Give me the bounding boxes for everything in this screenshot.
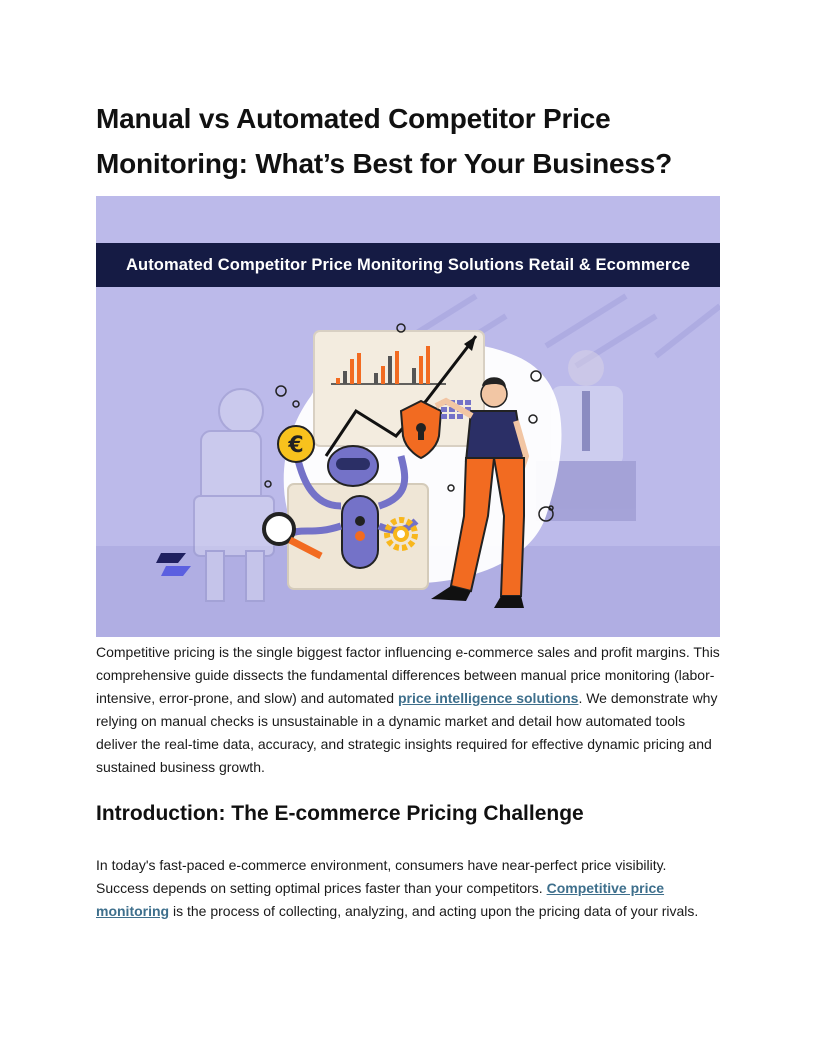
hero-image [96, 196, 720, 637]
summary-paragraph [96, 641, 720, 779]
article-title-line1: Manual vs Automated Competitor Price [96, 103, 611, 134]
article-title [96, 96, 720, 186]
introduction-paragraph [96, 854, 720, 923]
euro-symbol: € [288, 433, 304, 458]
article-title-line2: Monitoring: What’s Best for Your Business? [96, 148, 672, 179]
competitive-price-monitoring-link[interactable]: Competitive price monitoring [96, 880, 665, 919]
introduction-heading: Introduction: The E-commerce Pricing Challenge [96, 802, 584, 825]
introduction-text-2: is the process of collecting, analyzing, and acting upon the pricing data of your rivals. [169, 903, 699, 919]
price-intelligence-link[interactable]: price intelligence solutions [397, 690, 579, 706]
chart-panel [314, 331, 484, 456]
hero-banner: Automated Competitor Price Monitoring Solutions Retail & Ecommerce [96, 243, 720, 287]
article [96, 96, 720, 923]
summary-text-2: . We demonstrate why relying on manual checks is unsustainable in a dynamic market and detail how automated tools deliver the real-time data, accuracy, and strategic insights required for effective dynamic pricing and sustained business growth. [96, 690, 718, 775]
euro-coin-icon [278, 426, 314, 462]
introduction-text-1: In today's fast-paced e-commerce environment, consumers have near-perfect price visibility. Success depends on setting optimal prices faster than your competitors. [96, 857, 667, 896]
summary-text-1: Competitive pricing is the single biggest factor influencing e-commerce sales and profit margins. This comprehensive guide dissects the fundamental differences between manual price monitoring (labor-intensive, error-prone, and slow) and automated [96, 644, 720, 706]
